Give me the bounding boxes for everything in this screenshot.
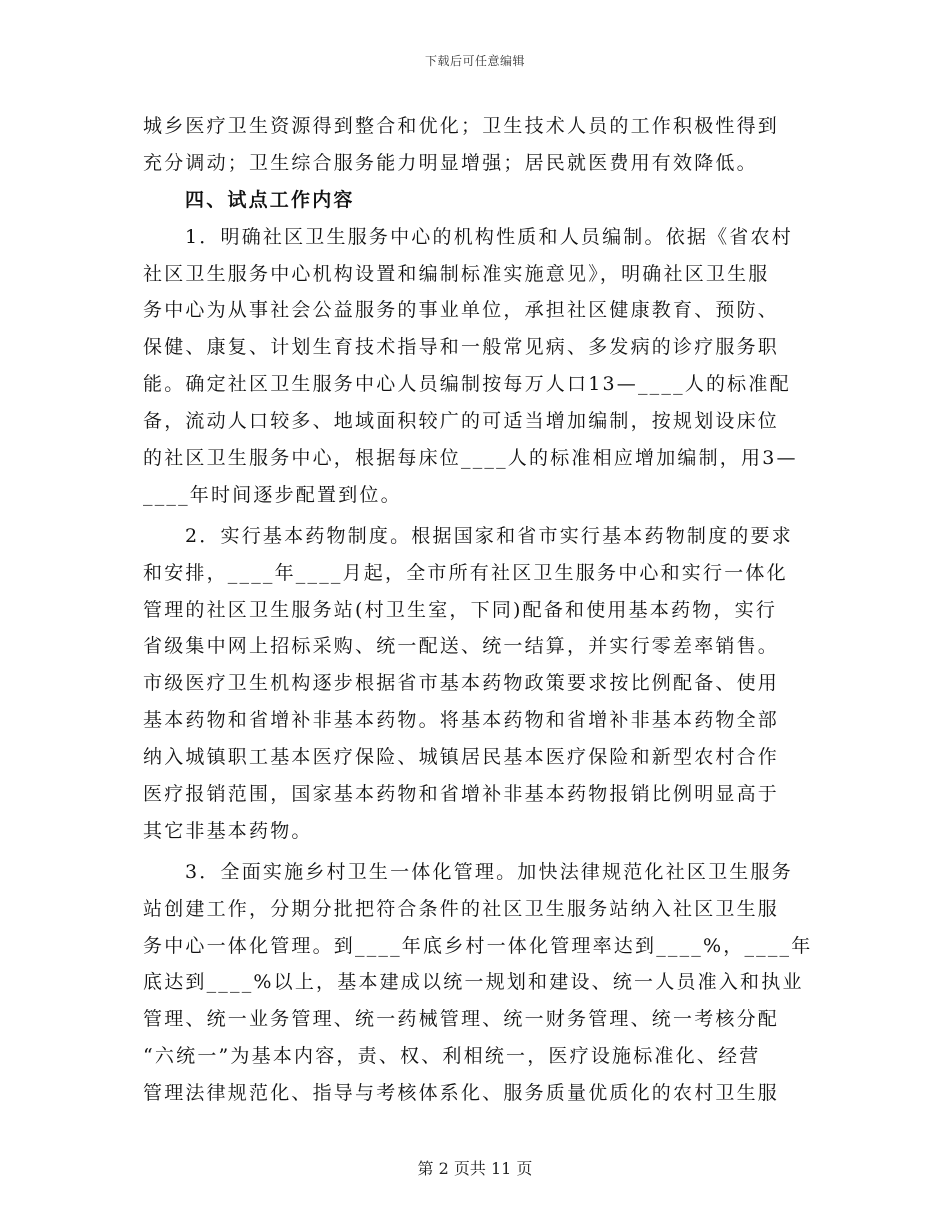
text-line: 2．实行基本药物制度。根据国家和省市实行基本药物制度的要求: [185, 524, 793, 547]
page-header: 下载后可任意编辑: [424, 54, 525, 68]
text-line: 社区卫生服务中心机构设置和编制标准实施意见》，明确社区卫生服: [143, 262, 770, 285]
text-line: 城乡医疗卫生资源得到整合和优化；卫生技术人员的工作积极性得到: [143, 115, 780, 137]
text-line: 保健、康复、计划生育技术指导和一般常见病、多发病的诊疗服务职: [143, 336, 780, 359]
text-line: 纳入城镇职工基本医疗保险、城镇居民基本医疗保险和新型农村合作: [143, 746, 780, 769]
text-line: 管理的社区卫生服务站(村卫生室，下同)配备和使用基本药物，实行: [143, 598, 778, 621]
text-line: ____年时间逐步配置到位。: [143, 483, 402, 506]
text-line: 其它非基本药物。: [143, 819, 313, 842]
paragraph-3: [143, 854, 813, 1112]
text-line: 和安排，____年____月起，全市所有社区卫生服务中心和实行一体化: [143, 561, 788, 584]
text-line: 管理、统一业务管理、统一药械管理、统一财务管理、统一考核分配: [143, 1008, 780, 1031]
text-line: 医疗报销范围，国家基本药物和省增补非基本药物报销比例明显高于: [143, 783, 780, 806]
paragraph-continued: [143, 108, 807, 182]
text-line: 3．全面实施乡村卫生一体化管理。加快法律规范化社区卫生服务: [185, 860, 793, 883]
section-heading: 四、试点工作内容: [185, 188, 355, 211]
paragraph-2: [143, 518, 807, 850]
document-body: [143, 108, 813, 1112]
text-line: 务中心一体化管理。到____年底乡村一体化管理率达到____%，____年: [143, 934, 813, 957]
text-line: 充分调动；卫生综合服务能力明显增强；居民就医费用有效降低。: [143, 151, 758, 174]
text-line: 基本药物和省增补非基本药物。将基本药物和省增补非基本药物全部: [143, 709, 780, 732]
text-line: 务中心为从事社会公益服务的事业单位，承担社区健康教育、预防、: [143, 299, 780, 322]
text-line: 1．明确社区卫生服务中心的机构性质和人员编制。依据《省农村: [185, 225, 793, 248]
text-line: 省级集中网上招标采购、统一配送、统一结算，并实行零差率销售。: [143, 635, 780, 658]
text-line: 的社区卫生服务中心，根据每床位____人的标准相应增加编制，用3—: [143, 447, 798, 470]
paragraph-1: [143, 219, 807, 514]
text-line: 备，流动人口较多、地域面积较广的可适当增加编制，按规划设床位: [143, 410, 780, 433]
text-line: 能。确定社区卫生服务中心人员编制按每万人口13—____人的标准配: [143, 373, 791, 396]
text-line: 管理法律规范化、指导与考核体系化、服务质量优质化的农村卫生服: [143, 1082, 780, 1105]
text-line: 底达到____%以上，基本建成以统一规划和建设、统一人员准入和执业: [143, 971, 804, 994]
page-footer: 第 2 页共 11 页: [417, 1159, 533, 1178]
text-line: 市级医疗卫生机构逐步根据省市基本药物政策要求按比例配备、使用: [143, 672, 780, 695]
text-line: “六统一”为基本内容，责、权、利相统一，医疗设施标准化、经营: [143, 1045, 761, 1068]
text-line: 站创建工作，分期分批把符合条件的社区卫生服务站纳入社区卫生服: [143, 897, 780, 920]
